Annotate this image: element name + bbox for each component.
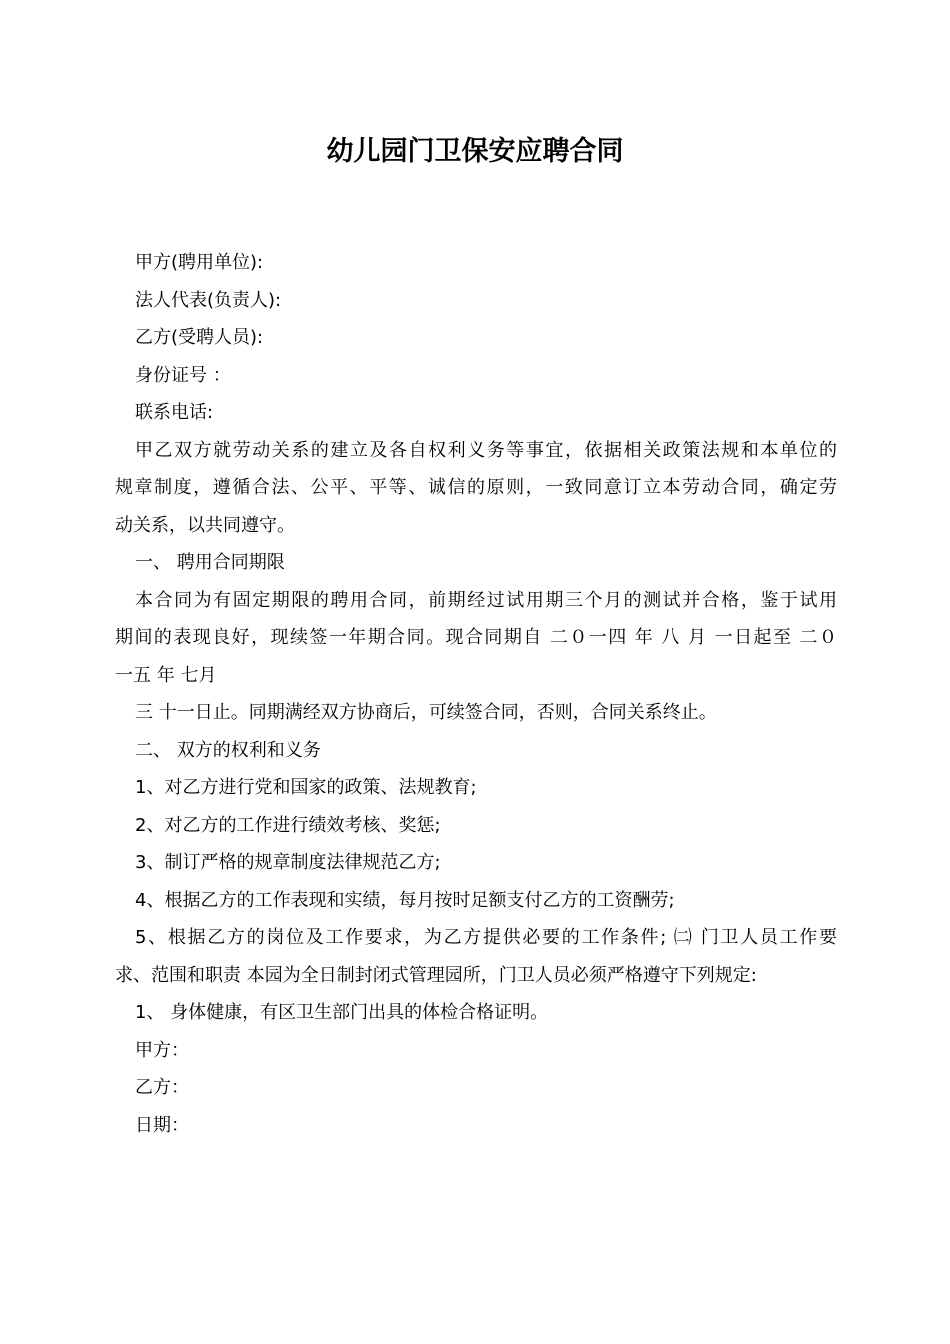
- requirement-item-1: 1、 身体健康，有区卫生部门出具的体检合格证明。: [135, 1002, 549, 1023]
- term-line-2: 期间的表现良好，现续签一年期合同。现合同期自 二０一四 年 八 月 一日起至 二０: [115, 627, 837, 648]
- signature-date: 日期：: [135, 1114, 189, 1136]
- phone-line: 联系电话:: [135, 402, 214, 423]
- preamble-line-2: 规章制度，遵循合法、公平、平等、诚信的原则，一致同意订立本劳动合同，确定劳: [115, 477, 837, 498]
- document-body: [115, 244, 837, 1144]
- id-number-line: 身份证号 ：: [135, 364, 231, 386]
- duty-item-1: 1、对乙方进行党和国家的政策、法规教育;: [135, 777, 477, 798]
- legal-representative-line: 法人代表(负责人):: [135, 289, 282, 311]
- party-a-line: 甲方(聘用单位):: [135, 252, 264, 273]
- party-b-line: 乙方(受聘人员):: [135, 327, 264, 348]
- preamble-line-3: 动关系，以共同遵守。: [115, 514, 295, 536]
- term-line-4: 三 十一日止。同期满经双方协商后，可续签合同，否则，合同关系终止。: [135, 702, 717, 723]
- term-line-3: 一五 年 七月: [115, 664, 217, 686]
- term-line-1: 本合同为有固定期限的聘用合同，前期经过试用期三个月的测试并合格，鉴于试用: [135, 589, 837, 611]
- duty-item-3: 3、制订严格的规章制度法律规范乙方;: [135, 852, 441, 873]
- section-2-heading: 二、 双方的权利和义务: [135, 739, 321, 761]
- signature-party-a: 甲方：: [135, 1039, 189, 1061]
- guard-requirements-line: 求、范围和职责 本园为全日制封闭式管理园所，门卫人员必须严格遵守下列规定:: [115, 964, 757, 986]
- signature-party-b: 乙方：: [135, 1077, 189, 1098]
- duty-item-2: 2、对乙方的工作进行绩效考核、奖惩;: [135, 814, 441, 836]
- duty-item-4: 4、根据乙方的工作表现和实绩，每月按时足额支付乙方的工资酬劳;: [135, 889, 675, 911]
- section-1-heading: 一、 聘用合同期限: [135, 552, 285, 573]
- document-title: 幼儿园门卫保安应聘合同: [326, 136, 624, 167]
- preamble-line-1: 甲乙双方就劳动关系的建立及各自权利义务等事宜，依据相关政策法规和本单位的: [135, 439, 837, 461]
- duty-item-5: 5、根据乙方的岗位及工作要求，为乙方提供必要的工作条件; ㈡ 门卫人员工作要: [135, 927, 837, 948]
